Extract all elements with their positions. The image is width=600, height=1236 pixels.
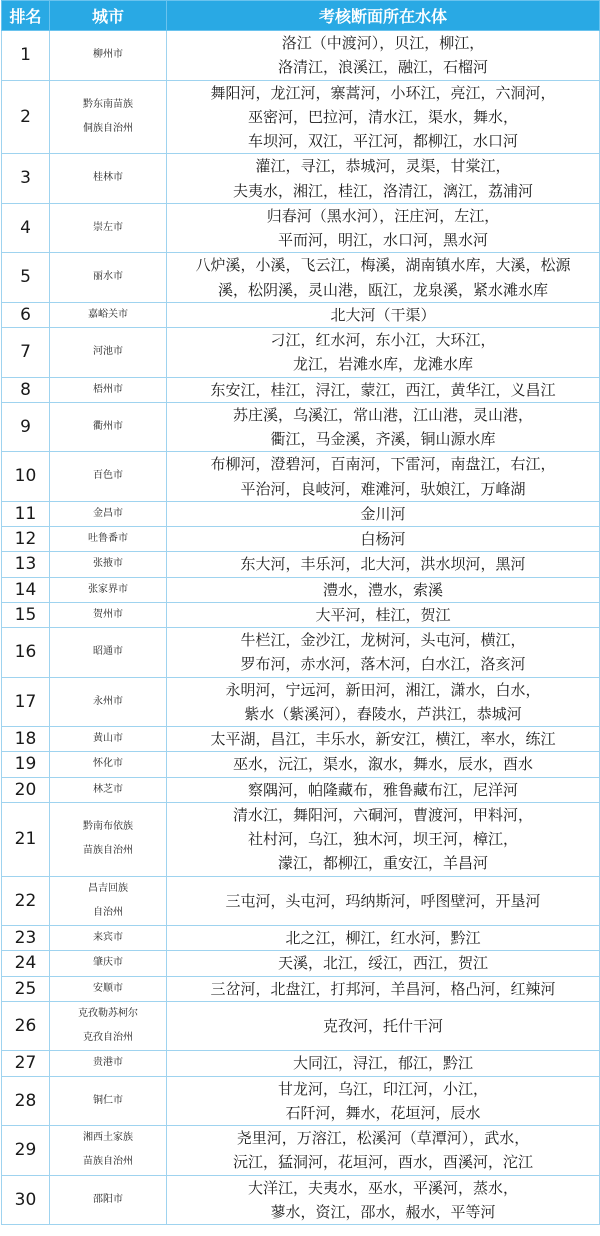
city-name-line: 昭通市 [93, 646, 123, 658]
header-water-body: 考核断面所在水体 [167, 1, 600, 31]
water-body-line: 刁江，红水河，东小江，大环江， [270, 331, 496, 349]
water-body-line: 尧里河，万溶江，松溪河（草潭河），武水， [236, 1129, 530, 1147]
city-name-line: 崇左市 [93, 221, 123, 233]
water-body-line: 巫密河，巴拉河，清水江，渠水，舞水， [247, 107, 518, 126]
water-body-cell [167, 203, 600, 253]
water-body-line: 三岔河，北盘江，打邦河，羊昌河，格凸河，红辣河 [210, 979, 556, 998]
water-body-cell [167, 552, 600, 577]
table-row [2, 452, 600, 502]
city-name-line: 铜仁市 [93, 1094, 123, 1106]
city-name-line: 侗族自治州 [83, 122, 133, 134]
city-cell [50, 302, 167, 327]
city-name-line: 黄山市 [93, 733, 123, 744]
rank-cell: 24 [2, 951, 50, 976]
water-body-cell [167, 752, 600, 777]
city-name-line: 贵港市 [93, 1057, 123, 1069]
city-name-line: 林芝市 [93, 783, 123, 795]
table-row [2, 1126, 600, 1176]
water-body-cell [167, 926, 600, 951]
water-body-cell [167, 154, 600, 204]
table-header-row [2, 1, 600, 31]
water-body-line: 白杨河 [360, 530, 406, 548]
city-cell [50, 976, 167, 1001]
water-body-line: 北之江，柳江，红水河，黔江 [285, 929, 481, 947]
table-row [2, 752, 600, 777]
water-body-line: 龙江，岩滩水库，龙滩水库 [292, 355, 473, 374]
water-body-line: 巫水，沅江，渠水，溆水，舞水，辰水，酉水 [232, 755, 533, 774]
table-row [2, 777, 600, 802]
table-row [2, 552, 600, 577]
water-body-line: 沅江，猛洞河，花垣河，酉水，酉溪河，沱江 [232, 1153, 533, 1172]
city-cell [50, 377, 167, 402]
water-body-line: 北大河（干渠） [330, 305, 436, 324]
table-row [2, 253, 600, 303]
table-row [2, 1175, 600, 1225]
water-body-cell [167, 876, 600, 926]
water-body-cell [167, 1051, 600, 1076]
water-body-line: 石阡河，舞水，花垣河，辰水 [285, 1103, 481, 1122]
water-body-line: 溪，松阴溪，灵山港，瓯江，龙泉溪，紧水滩水库 [217, 280, 548, 299]
rank-cell: 19 [2, 752, 50, 777]
water-body-line: 车坝河，双江，平江河，都柳江，水口河 [247, 132, 518, 150]
table-row [2, 203, 600, 253]
city-name-line: 安顺市 [93, 982, 123, 994]
city-cell [50, 876, 167, 926]
city-cell [50, 777, 167, 802]
city-cell [50, 31, 167, 81]
city-name-line: 克孜勒苏柯尔 [78, 1007, 138, 1019]
water-body-cell [167, 527, 600, 552]
city-cell [50, 951, 167, 976]
city-name-line: 自治州 [93, 906, 123, 918]
table-row [2, 1001, 600, 1051]
city-cell [50, 80, 167, 154]
water-body-line: 八炉溪，小溪，飞云江，梅溪，湖南镇水库，大溪，松源 [195, 256, 571, 275]
water-body-cell [167, 628, 600, 678]
table-row [2, 1076, 600, 1126]
water-body-line: 克孜河，托什干河 [322, 1016, 443, 1035]
city-name-line: 桂林市 [93, 172, 123, 184]
table-row [2, 876, 600, 926]
table-row [2, 727, 600, 752]
water-body-cell [167, 577, 600, 602]
rank-cell: 5 [2, 253, 50, 303]
table-row [2, 302, 600, 327]
rank-cell: 6 [2, 302, 50, 327]
table-row [2, 402, 600, 452]
city-cell [50, 926, 167, 951]
city-name-line: 梧州市 [93, 383, 123, 395]
water-body-line: 蓼水，资江，邵水，赧水，平等河 [270, 1202, 496, 1221]
water-body-line: 甘龙河，乌江，印江河，小江， [277, 1079, 488, 1098]
city-name-line: 吐鲁番市 [88, 533, 128, 544]
water-body-line: 苏庄溪，乌溪江，常山港，江山港，灵山港， [232, 405, 533, 424]
water-body-cell [167, 777, 600, 802]
water-body-cell [167, 1175, 600, 1225]
city-cell [50, 727, 167, 752]
city-name-line: 永州市 [93, 695, 123, 707]
rank-cell: 2 [2, 80, 50, 154]
water-body-cell [167, 501, 600, 526]
rank-cell: 9 [2, 402, 50, 452]
city-cell [50, 1051, 167, 1076]
rank-cell: 27 [2, 1051, 50, 1076]
rank-cell: 12 [2, 527, 50, 552]
water-body-cell [167, 802, 600, 876]
water-body-line: 东安江，桂江，浔江，蒙江，西江，黄华江，义昌江 [210, 380, 556, 399]
rank-cell: 16 [2, 628, 50, 678]
water-body-cell [167, 951, 600, 976]
city-cell [50, 527, 167, 552]
city-name-line: 苗族自治州 [83, 1156, 133, 1168]
city-cell [50, 628, 167, 678]
city-cell [50, 752, 167, 777]
rank-cell: 13 [2, 552, 50, 577]
water-body-cell [167, 402, 600, 452]
table-row [2, 328, 600, 378]
city-name-line: 肇庆市 [93, 957, 123, 969]
table-row [2, 926, 600, 951]
water-body-line: 洛江（中渡河），贝江，柳江， [281, 34, 485, 52]
rank-cell: 3 [2, 154, 50, 204]
water-body-cell [167, 302, 600, 327]
city-name-line: 贺州市 [93, 608, 123, 620]
water-body-line: 社村河，乌江，独木河，坝王河，樟江， [247, 830, 518, 848]
table-body [2, 31, 600, 1225]
rank-cell: 23 [2, 926, 50, 951]
table-row [2, 602, 600, 627]
city-name-line: 丽水市 [93, 271, 123, 283]
ranking-table [1, 0, 600, 1225]
water-body-line: 东大河，丰乐河，北大河，洪水坝河，黑河 [240, 555, 526, 574]
city-cell [50, 402, 167, 452]
city-cell [50, 1175, 167, 1225]
rank-cell: 26 [2, 1001, 50, 1051]
rank-cell: 25 [2, 976, 50, 1001]
city-name-line: 百色市 [93, 470, 123, 482]
rank-cell: 29 [2, 1126, 50, 1176]
city-name-line: 柳州市 [93, 49, 123, 61]
table-row [2, 628, 600, 678]
city-name-line: 金昌市 [93, 507, 123, 519]
water-body-cell [167, 602, 600, 627]
city-cell [50, 577, 167, 602]
city-name-line: 苗族自治州 [83, 845, 133, 857]
table-row [2, 377, 600, 402]
rank-cell: 11 [2, 501, 50, 526]
city-cell [50, 452, 167, 502]
water-body-cell [167, 1126, 600, 1176]
rank-cell: 7 [2, 328, 50, 378]
city-name-line: 衢州市 [93, 420, 123, 432]
water-body-line: 夫夷水，湘江，桂江，洛清江，漓江，荔浦河 [232, 181, 533, 200]
city-cell [50, 253, 167, 303]
table-row [2, 951, 600, 976]
water-body-line: 衢江，马金溪，齐溪，铜山源水库 [270, 430, 496, 448]
water-body-line: 舞阳河，龙江河，寨蒿河，小环江，亮江，六洞河， [210, 83, 556, 102]
rank-cell: 1 [2, 31, 50, 81]
city-name-line: 黔东南苗族 [83, 98, 133, 110]
rank-cell: 14 [2, 577, 50, 602]
city-name-line: 张掖市 [93, 558, 123, 570]
table-row [2, 31, 600, 81]
city-cell [50, 1076, 167, 1126]
water-body-line: 大洋江，夫夷水，巫水，平溪河，蒸水， [247, 1178, 518, 1197]
table-row [2, 80, 600, 154]
city-cell [50, 552, 167, 577]
water-body-cell [167, 1001, 600, 1051]
table-row [2, 577, 600, 602]
rank-cell: 21 [2, 802, 50, 876]
water-body-line: 紫水（紫溪河），舂陵水，芦洪江，恭城河 [244, 704, 522, 723]
rank-cell: 30 [2, 1175, 50, 1225]
water-body-cell [167, 727, 600, 752]
city-cell [50, 677, 167, 727]
water-body-line: 灌江，寻江，恭城河，灵渠，甘棠江， [255, 157, 511, 176]
water-body-line: 太平湖，昌江，丰乐水，新安江，横江，率水，练江 [210, 730, 556, 748]
rank-cell: 28 [2, 1076, 50, 1126]
water-body-line: 洛清江，浪溪江，融江，石榴河 [277, 58, 488, 77]
water-body-line: 清水江，舞阳河，六硐河，曹渡河，甲料河， [232, 805, 533, 824]
city-cell [50, 1126, 167, 1176]
water-body-cell [167, 31, 600, 81]
water-body-line: 布柳河，澄碧河，百南河，下雷河，南盘江，右江， [210, 455, 556, 474]
rank-cell: 22 [2, 876, 50, 926]
city-name-line: 黔南布依族 [83, 820, 133, 832]
table-row [2, 802, 600, 876]
city-name-line: 嘉峪关市 [88, 308, 128, 320]
city-name-line: 怀化市 [93, 758, 123, 770]
city-name-line: 昌吉回族 [88, 882, 128, 894]
water-body-line: 永明河，宁远河，新田河，湘江，潇水，白水， [225, 680, 541, 699]
city-cell [50, 802, 167, 876]
rank-cell: 4 [2, 203, 50, 253]
water-body-line: 罗布河，赤水河，落木河，白水江，洛亥河 [240, 655, 526, 674]
rank-cell: 15 [2, 602, 50, 627]
header-rank: 排名 [2, 1, 50, 31]
water-body-cell [167, 1076, 600, 1126]
rank-cell: 10 [2, 452, 50, 502]
water-body-line: 平治河，良岐河，难滩河，驮娘江，万峰湖 [240, 479, 526, 498]
city-cell [50, 501, 167, 526]
header-city: 城市 [50, 1, 167, 31]
table-row [2, 677, 600, 727]
rank-cell: 18 [2, 727, 50, 752]
water-body-cell [167, 328, 600, 378]
table-row [2, 501, 600, 526]
table-row [2, 527, 600, 552]
water-body-line: 澧水，澧水，索溪 [322, 580, 443, 599]
water-body-cell [167, 452, 600, 502]
water-body-line: 察隅河，帕隆藏布，雅鲁藏布江，尼洋河 [247, 780, 518, 799]
rank-cell: 17 [2, 677, 50, 727]
city-name-line: 湘西土家族 [83, 1132, 133, 1143]
city-cell [50, 154, 167, 204]
city-name-line: 张家界市 [88, 583, 128, 595]
water-body-line: 大平河，桂江，贺江 [315, 605, 451, 624]
water-body-cell [167, 253, 600, 303]
water-body-line: 三屯河，头屯河，玛纳斯河，呼图壁河，开垦河 [225, 891, 541, 910]
city-cell [50, 1001, 167, 1051]
water-body-line: 濛江，都柳江，重安江，羊昌河 [277, 854, 488, 873]
water-body-line: 大同江，浔江，郁江，黔江 [292, 1054, 473, 1073]
water-body-cell [167, 976, 600, 1001]
rank-cell: 20 [2, 777, 50, 802]
city-cell [50, 203, 167, 253]
city-name-line: 邵阳市 [93, 1193, 123, 1205]
water-body-line: 金川河 [360, 504, 406, 523]
city-cell [50, 602, 167, 627]
table-row [2, 1051, 600, 1076]
table-row [2, 976, 600, 1001]
water-body-cell [167, 80, 600, 154]
city-name-line: 克孜自治州 [83, 1032, 133, 1043]
city-cell [50, 328, 167, 378]
table-row [2, 154, 600, 204]
water-body-line: 归春河（黑水河），汪庄河，左江， [266, 206, 500, 225]
water-body-line: 平而河，明江，水口河，黑水河 [277, 231, 488, 249]
water-body-cell [167, 377, 600, 402]
water-body-line: 天溪，北江，绥江，西江，贺江 [277, 954, 488, 973]
city-name-line: 来宾市 [93, 932, 123, 943]
rank-cell: 8 [2, 377, 50, 402]
water-body-line: 牛栏江，金沙江，龙树河，头屯河，横江， [240, 631, 526, 649]
water-body-cell [167, 677, 600, 727]
city-name-line: 河池市 [93, 346, 123, 358]
